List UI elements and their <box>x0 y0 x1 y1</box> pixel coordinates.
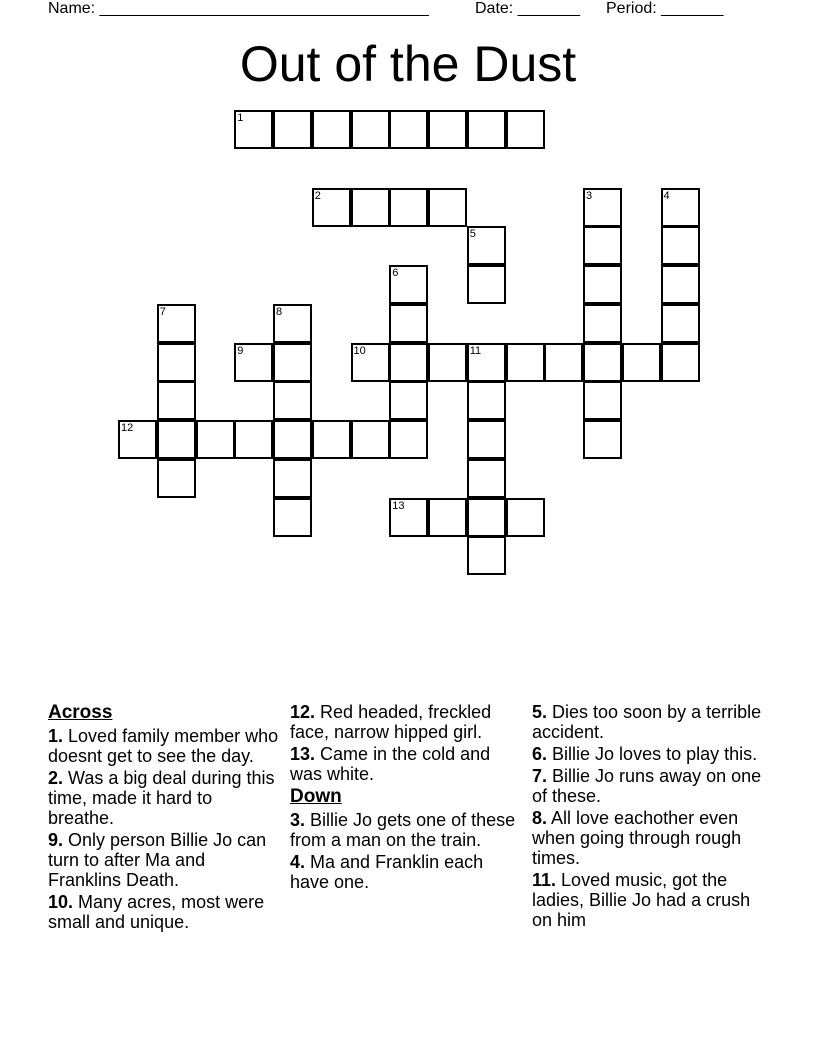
clue-item <box>48 830 283 890</box>
clue-item-number: 7. <box>532 766 548 786</box>
crossword-cell[interactable] <box>273 343 312 382</box>
clue-number: 6 <box>392 267 399 279</box>
clue-item-text: Many acres, most were small and unique. <box>48 892 265 932</box>
clue-item <box>290 852 525 892</box>
crossword-cell[interactable] <box>196 420 235 459</box>
crossword-cell[interactable] <box>544 343 583 382</box>
crossword-cell[interactable] <box>506 498 545 537</box>
clue-item-text: Loved music, got the ladies, Billie Jo had a crush on him <box>532 870 751 930</box>
clue-item <box>532 744 767 764</box>
clue-item-number: 6. <box>532 744 548 764</box>
crossword-cell[interactable] <box>389 381 428 420</box>
crossword-cell[interactable] <box>467 498 506 537</box>
crossword-cell[interactable] <box>506 343 545 382</box>
clue-heading: Across <box>48 702 113 723</box>
clue-item-text: Loved family member who doesnt get to see the day. <box>48 726 279 766</box>
clue-column-2 <box>290 702 525 894</box>
clue-item <box>290 744 525 784</box>
crossword-cell[interactable] <box>234 420 273 459</box>
clue-item <box>532 766 767 806</box>
clue-item <box>48 768 283 828</box>
crossword-cell[interactable] <box>389 110 428 149</box>
crossword-cell[interactable] <box>583 188 622 227</box>
crossword-cell[interactable] <box>157 381 196 420</box>
clue-number: 11 <box>469 344 482 357</box>
crossword-cell[interactable] <box>312 420 351 459</box>
crossword-cell[interactable] <box>428 498 467 537</box>
crossword-cell[interactable] <box>273 420 312 459</box>
crossword-cell[interactable] <box>661 188 700 227</box>
crossword-cell[interactable] <box>583 420 622 459</box>
crossword-cell[interactable] <box>351 188 390 227</box>
name-field-label: Name: _____________________________________ <box>48 0 429 17</box>
clue-item-text: Dies too soon by a terrible accident. <box>532 702 762 742</box>
crossword-cell[interactable] <box>467 381 506 420</box>
clue-item-number: 11. <box>532 870 557 890</box>
crossword-cell[interactable] <box>467 110 506 149</box>
clue-heading: Down <box>290 786 342 807</box>
clue-item-number: 13. <box>290 744 316 764</box>
crossword-cell[interactable] <box>273 110 312 149</box>
clue-column-3 <box>532 702 767 932</box>
crossword-cell[interactable] <box>273 498 312 537</box>
crossword-cell[interactable] <box>234 343 273 382</box>
crossword-cell[interactable] <box>351 110 390 149</box>
crossword-cell[interactable] <box>351 343 390 382</box>
crossword-cell[interactable] <box>661 226 700 265</box>
clue-number: 8 <box>276 305 283 318</box>
period-field-label: Period: _______ <box>606 0 724 17</box>
crossword-cell[interactable] <box>583 265 622 304</box>
clue-item-number: 8. <box>532 808 548 828</box>
clue-number: 1 <box>237 112 244 124</box>
crossword-cell[interactable] <box>389 498 428 537</box>
crossword-cell[interactable] <box>428 188 467 227</box>
clue-item <box>532 702 767 742</box>
clue-item-text: Red headed, freckled face, narrow hipped girl. <box>290 702 492 742</box>
crossword-cell[interactable] <box>506 110 545 149</box>
clue-item-text: Billie Jo runs away on one of these. <box>532 766 762 806</box>
crossword-cell[interactable] <box>661 343 700 382</box>
crossword-cell[interactable] <box>467 420 506 459</box>
crossword-cell[interactable] <box>157 304 196 343</box>
crossword-cell[interactable] <box>467 536 506 575</box>
crossword-cell[interactable] <box>467 343 506 382</box>
crossword-cell[interactable] <box>428 110 467 149</box>
clue-item-number: 2. <box>48 768 64 788</box>
crossword-cell[interactable] <box>583 226 622 265</box>
clue-item-number: 12. <box>290 702 316 722</box>
crossword-cell[interactable] <box>389 343 428 382</box>
crossword-cell[interactable] <box>622 343 661 382</box>
clue-item-text: Ma and Franklin each have one. <box>290 852 484 892</box>
crossword-cell[interactable] <box>467 459 506 498</box>
crossword-cell[interactable] <box>389 304 428 343</box>
clue-item-text: Billie Jo gets one of these from a man on the train. <box>290 810 516 850</box>
crossword-cell[interactable] <box>312 188 351 227</box>
clue-item <box>48 726 283 766</box>
clue-number: 2 <box>314 189 321 202</box>
clue-item-number: 1. <box>48 726 64 746</box>
clue-number: 12 <box>121 422 134 434</box>
date-field-label: Date: _______ <box>475 0 580 17</box>
crossword-cell[interactable] <box>118 420 157 459</box>
clue-item-text: Only person Billie Jo can turn to after Ma and Franklins Death. <box>48 830 267 890</box>
crossword-cell[interactable] <box>273 459 312 498</box>
clue-item-text: Came in the cold and was white. <box>290 744 491 784</box>
crossword-cell[interactable] <box>467 226 506 265</box>
crossword-cell[interactable] <box>234 110 273 149</box>
clue-column-1 <box>48 702 283 934</box>
clue-item-number: 9. <box>48 830 64 850</box>
crossword-cell[interactable] <box>428 343 467 382</box>
crossword-cell[interactable] <box>273 304 312 343</box>
crossword-cell[interactable] <box>389 420 428 459</box>
clue-number: 13 <box>392 499 405 512</box>
clue-item <box>290 702 525 742</box>
crossword-cell[interactable] <box>157 343 196 382</box>
clue-item-text: Billie Jo loves to play this. <box>552 744 758 764</box>
crossword-cell[interactable] <box>583 381 622 420</box>
clue-item <box>532 808 767 868</box>
crossword-cell[interactable] <box>312 110 351 149</box>
crossword-cell[interactable] <box>661 304 700 343</box>
crossword-cell[interactable] <box>583 304 622 343</box>
clue-item <box>48 892 283 932</box>
page-title: Out of the Dust <box>239 36 577 92</box>
clue-number: 9 <box>237 344 244 357</box>
clue-number: 5 <box>469 228 476 241</box>
clue-item <box>532 870 767 930</box>
clue-item <box>290 810 525 850</box>
clue-number: 7 <box>159 305 166 318</box>
clue-item-number: 3. <box>290 810 306 830</box>
clue-number: 3 <box>586 189 593 202</box>
crossword-cell[interactable] <box>661 265 700 304</box>
clue-item-number: 4. <box>290 852 306 872</box>
clue-number: 10 <box>353 344 366 357</box>
crossword-cell[interactable] <box>583 343 622 382</box>
crossword-cell[interactable] <box>467 265 506 304</box>
crossword-cell[interactable] <box>389 188 428 227</box>
crossword-cell[interactable] <box>157 420 196 459</box>
clue-item-text: Was a big deal during this time, made it hard to breathe. <box>48 768 275 828</box>
clue-item-number: 5. <box>532 702 548 722</box>
crossword-cell[interactable] <box>273 381 312 420</box>
clue-item-number: 10. <box>48 892 74 912</box>
clue-item-text: All love eachother even when going through rough times. <box>532 808 742 868</box>
crossword-cell[interactable] <box>389 265 428 304</box>
crossword-cell[interactable] <box>157 459 196 498</box>
crossword-cell[interactable] <box>351 420 390 459</box>
clue-number: 4 <box>663 189 670 202</box>
